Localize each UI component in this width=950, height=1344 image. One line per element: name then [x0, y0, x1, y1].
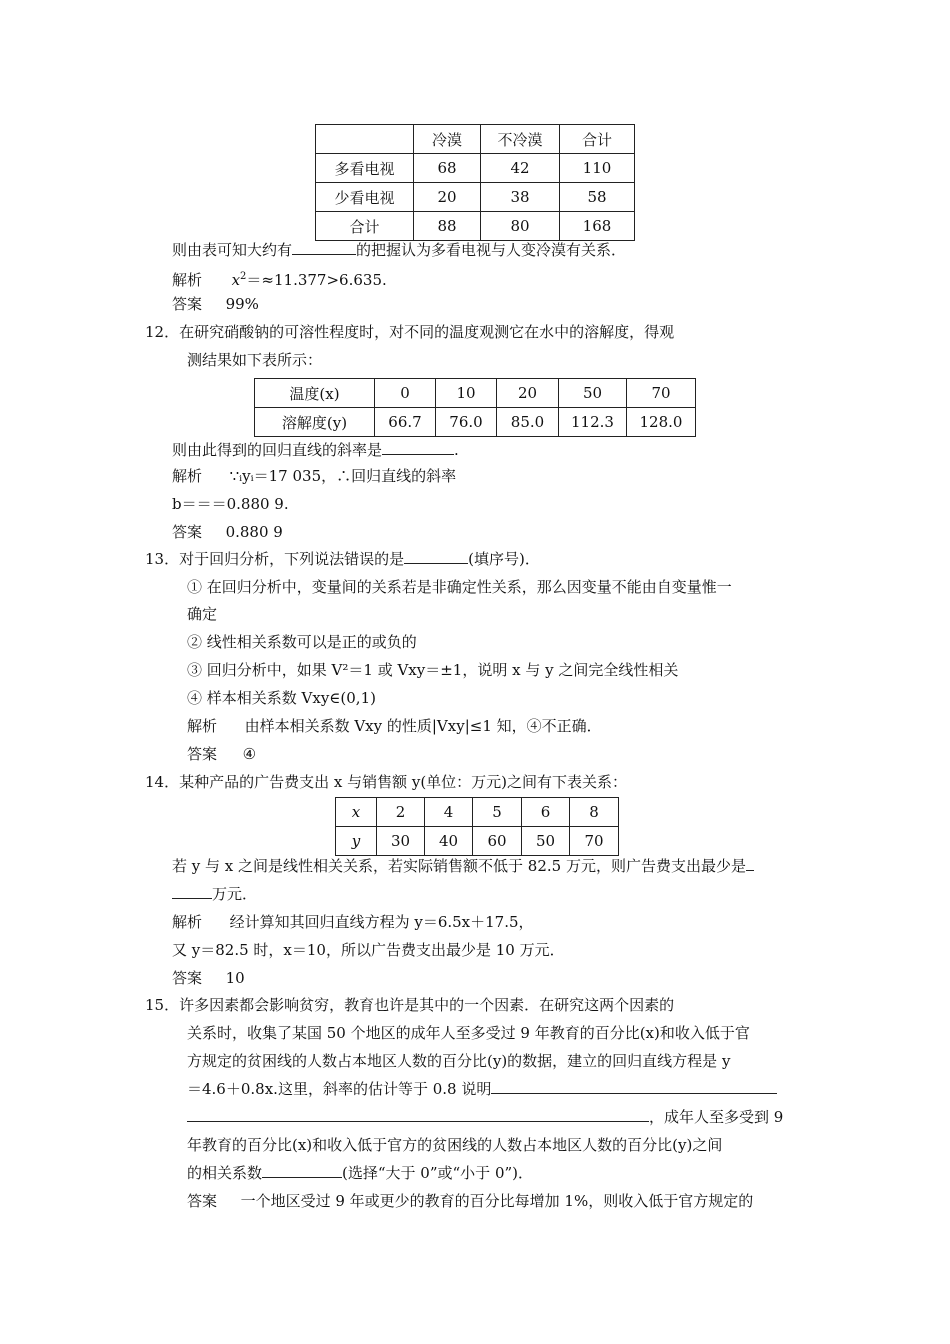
- q14-text: 若 y 与 x 之间是线性相关关系，若实际销售额不低于 82.5 万元，则广告费支出最少是: [172, 857, 746, 875]
- table-row: [336, 827, 619, 856]
- q13-question-post: (填序号)．: [468, 550, 540, 568]
- table-cell: 溶解度(y): [255, 408, 375, 437]
- q11-question-pre: 则由表可知大约有: [172, 241, 293, 259]
- q13-analysis: [187, 716, 602, 736]
- table-cell: 温度(x): [255, 379, 375, 408]
- table-cell: 4: [425, 798, 473, 827]
- table-cell: 合计: [560, 125, 635, 154]
- q13-option-1: ① 在回归分析中，变量间的关系若是非确定性关系，那么因变量不能由自变量惟一: [187, 578, 732, 596]
- table-cell: 20: [497, 379, 559, 408]
- q12-question-pre: 则由此得到的回归直线的斜率是: [172, 441, 383, 459]
- q11-analysis: [172, 267, 387, 290]
- table-cell: 20: [414, 183, 481, 212]
- table-cell: 88: [414, 212, 481, 241]
- table-cell: 8: [570, 798, 619, 827]
- q11-answer: [172, 294, 259, 314]
- table-cell: 70: [627, 379, 696, 408]
- q12-text: 在研究硝酸钠的可溶性程度时，对不同的温度观测它在水中的溶解度，得观: [179, 323, 675, 341]
- q15-answer: [187, 1191, 753, 1211]
- question-number: 15．: [145, 996, 180, 1014]
- answer-text: 0.880 9: [225, 523, 283, 541]
- table-cell: 42: [481, 154, 560, 183]
- table-cell: 不冷漠: [481, 125, 560, 154]
- question-number: 12．: [145, 323, 180, 341]
- q14-analysis: [172, 912, 534, 932]
- answer-blank: [187, 1107, 649, 1122]
- ad-sales-table: [335, 797, 619, 856]
- q15-text: ，成年人至多受到 9: [649, 1108, 784, 1126]
- table-cell: 128.0: [627, 408, 696, 437]
- q11-question-post: 的把握认为多看电视与人变冷漠有关系．: [356, 241, 627, 259]
- table-cell: 68: [414, 154, 481, 183]
- q13-option-1-cont: 确定: [187, 605, 218, 623]
- q12-analysis: [172, 466, 456, 486]
- table-header-row: [316, 125, 635, 154]
- table-row: [255, 379, 696, 408]
- solubility-table: [254, 378, 696, 437]
- q11-question: [172, 240, 626, 260]
- answer-blank: [746, 856, 754, 871]
- analysis-label: 解析: [172, 271, 203, 289]
- table-cell: 112.3: [559, 408, 627, 437]
- answer-blank: [292, 240, 356, 255]
- table-cell: 58: [560, 183, 635, 212]
- question-number: 13．: [145, 550, 180, 568]
- answer-text: 99%: [225, 295, 259, 313]
- q12-line2: 测结果如下表所示：: [187, 351, 323, 369]
- table-cell: 38: [481, 183, 560, 212]
- q15-text: 许多因素都会影响贫穷，教育也许是其中的一个因素．在研究这两个因素的: [179, 996, 675, 1014]
- table-row: [255, 408, 696, 437]
- answer-blank: [382, 440, 454, 455]
- q15-line3: 方规定的贫困线的人数占本地区人数的百分比(y)的数据，建立的回归直线方程是 y: [187, 1052, 731, 1070]
- q14-text: 某种产品的广告费支出 x 与销售额 y(单位：万元)之间有下表关系：: [179, 773, 628, 791]
- q13-question-pre: 对于回归分析，下列说法错误的是: [179, 550, 405, 568]
- table-cell: 10: [436, 379, 497, 408]
- answer-label: 答案: [187, 1192, 218, 1210]
- q15-line7: [187, 1163, 533, 1183]
- table-row: [316, 212, 635, 241]
- analysis-label: 解析: [172, 467, 203, 485]
- q14-unit: 万元．: [212, 885, 258, 903]
- table-row: [316, 154, 635, 183]
- table-cell: 冷漠: [414, 125, 481, 154]
- q13-question: [145, 549, 540, 569]
- q14-answer: [172, 968, 245, 988]
- q12-question: [172, 440, 459, 460]
- table-cell: 少看电视: [316, 183, 414, 212]
- table-cell: 5: [473, 798, 522, 827]
- answer-text: ④: [242, 745, 257, 763]
- q14-line2: [172, 856, 754, 876]
- table-cell: 168: [560, 212, 635, 241]
- analysis-text: 经计算知其回归直线方程为 y＝6.5x＋17.5，: [229, 913, 534, 931]
- table-cell: [316, 125, 414, 154]
- table-cell: 80: [481, 212, 560, 241]
- q14-analysis-line2: 又 y＝82.5 时，x＝10，所以广告费支出最少是 10 万元．: [172, 941, 565, 959]
- table-cell: 76.0: [436, 408, 497, 437]
- table-cell: 85.0: [497, 408, 559, 437]
- table-cell: x: [336, 798, 377, 827]
- analysis-label: 解析: [187, 717, 218, 735]
- q12-answer: [172, 522, 283, 542]
- q15-text: ＝4.6＋0.8x.这里，斜率的估计等于 0.8 说明: [187, 1080, 492, 1098]
- q15-text: 的相关系数: [187, 1164, 263, 1182]
- table-cell: 50: [559, 379, 627, 408]
- answer-blank: [262, 1163, 342, 1178]
- q12-line1: [145, 322, 674, 342]
- analysis-text: 由样本相关系数 Vxy 的性质|Vxy|≤1 知，④不正确．: [244, 717, 602, 735]
- table-cell: y: [336, 827, 377, 856]
- table-row: [316, 183, 635, 212]
- answer-blank: [172, 884, 212, 899]
- q15-line2: 关系时，收集了某国 50 个地区的成年人至多受过 9 年教育的百分比(x)和收入低于官: [187, 1024, 750, 1042]
- q12-question-post: .: [454, 441, 459, 459]
- table-cell: 60: [473, 827, 522, 856]
- answer-blank: [491, 1079, 777, 1094]
- answer-blank: [404, 549, 468, 564]
- table-cell: 50: [522, 827, 570, 856]
- q15-line4: [187, 1079, 777, 1099]
- analysis-text: ∵ᵢyᵢ＝17 035，∴回归直线的斜率: [229, 467, 457, 485]
- table-cell: 6: [522, 798, 570, 827]
- q13-option-2: ② 线性相关系数可以是正的或负的: [187, 633, 417, 651]
- table-cell: 30: [377, 827, 425, 856]
- answer-label: 答案: [172, 969, 203, 987]
- q14-question: [145, 772, 627, 792]
- chi-symbol: x: [231, 271, 241, 289]
- answer-text: 一个地区受过 9 年或更少的教育的百分比每增加 1%，则收入低于官方规定的: [240, 1192, 754, 1210]
- table-cell: 110: [560, 154, 635, 183]
- table-cell: 多看电视: [316, 154, 414, 183]
- q15-line5: [187, 1107, 783, 1127]
- q15-line1: [145, 995, 674, 1015]
- answer-text: 10: [225, 969, 245, 987]
- chi-exponent: 2: [240, 271, 247, 282]
- q15-line6: 年教育的百分比(x)和收入低于官方的贫困线的人数占本地区人数的百分比(y)之间: [187, 1136, 723, 1154]
- q13-answer: [187, 744, 256, 764]
- table-cell: 70: [570, 827, 619, 856]
- analysis-label: 解析: [172, 913, 203, 931]
- answer-label: 答案: [187, 745, 218, 763]
- table-cell: 0: [375, 379, 436, 408]
- answer-label: 答案: [172, 295, 203, 313]
- q13-option-4: ④ 样本相关系数 Vxy∈(0,1): [187, 689, 376, 707]
- q13-option-3: ③ 回归分析中，如果 V²＝1 或 Vxy＝±1，说明 x 与 y 之间完全线性相关: [187, 661, 679, 679]
- q14-line3: [172, 884, 257, 904]
- table-cell: 40: [425, 827, 473, 856]
- analysis-text: ＝≈11.377>6.635.: [246, 271, 387, 289]
- q15-text: (选择“大于 0”或“小于 0”)．: [342, 1164, 534, 1182]
- table-cell: 2: [377, 798, 425, 827]
- contingency-table: [315, 124, 635, 241]
- table-cell: 合计: [316, 212, 414, 241]
- table-cell: 66.7: [375, 408, 436, 437]
- q12-analysis-line2: b＝＝＝0.880 9.: [172, 495, 289, 513]
- answer-label: 答案: [172, 523, 203, 541]
- table-row: [336, 798, 619, 827]
- question-number: 14．: [145, 773, 180, 791]
